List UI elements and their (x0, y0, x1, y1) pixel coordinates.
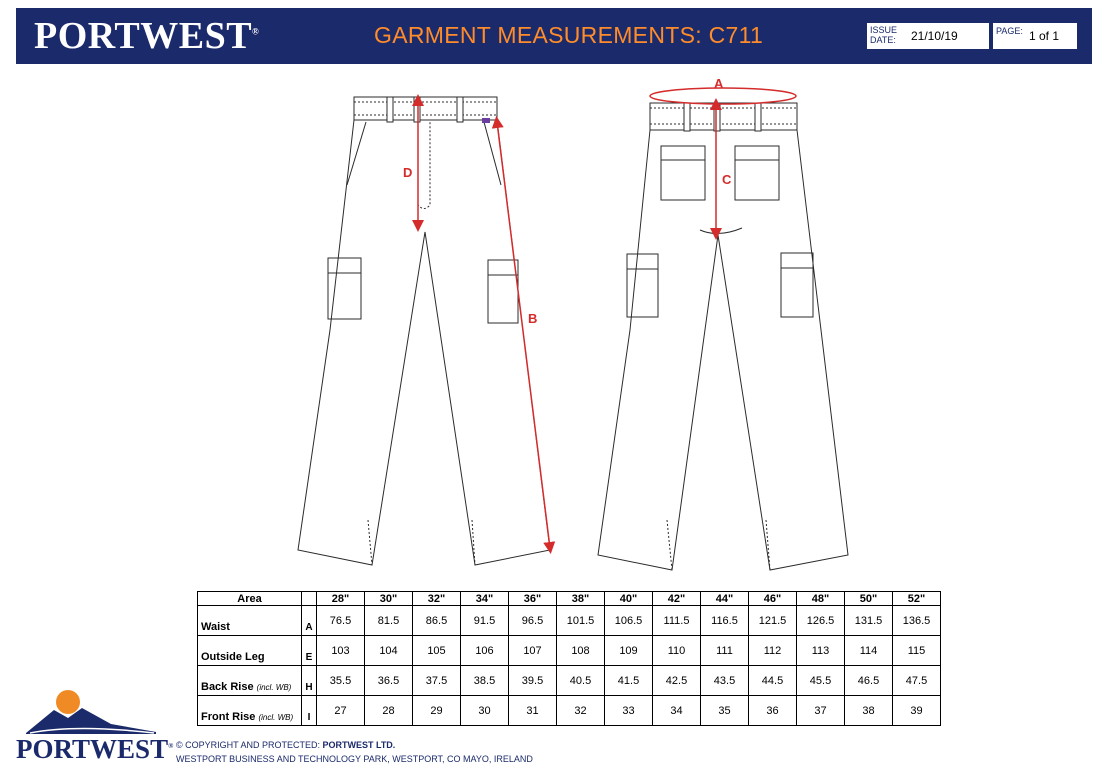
table-cell: 36 (749, 696, 797, 726)
front-waistband (354, 97, 497, 120)
table-cell: 76.5 (317, 606, 365, 636)
table-cell: 33 (605, 696, 653, 726)
area-header: Area (198, 592, 302, 606)
table-cell: 32 (557, 696, 605, 726)
table-cell: 86.5 (413, 606, 461, 636)
table-cell: 31 (509, 696, 557, 726)
measure-c-label: C (722, 172, 732, 187)
front-view (298, 97, 550, 565)
row-note: (incl. WB) (258, 713, 294, 722)
table-cell: 35 (701, 696, 749, 726)
table-row (198, 696, 941, 726)
table-cell: 38.5 (461, 666, 509, 696)
table-cell: 111 (701, 636, 749, 666)
size-header: 34" (461, 592, 509, 606)
size-header: 40" (605, 592, 653, 606)
table-cell: 42.5 (653, 666, 701, 696)
code-header (302, 592, 317, 606)
table-cell: 101.5 (557, 606, 605, 636)
table-cell: 104 (365, 636, 413, 666)
row-label: Front Rise (incl. WB) (198, 696, 302, 726)
issue-date-label: ISSUE DATE: (870, 25, 898, 45)
issue-date-value: 21/10/19 (911, 29, 958, 43)
table-cell: 45.5 (797, 666, 845, 696)
back-belt-loop (684, 103, 690, 131)
table-row (198, 636, 941, 666)
brand-logo: PORTWEST® (34, 15, 260, 57)
copyright-text: © COPYRIGHT AND PROTECTED: PORTWEST LTD. (176, 740, 396, 750)
size-header: 42" (653, 592, 701, 606)
size-header: 38" (557, 592, 605, 606)
back-cargo-right (781, 253, 813, 317)
row-code: I (302, 696, 317, 726)
table-cell: 35.5 (317, 666, 365, 696)
table-cell: 29 (413, 696, 461, 726)
table-cell: 105 (413, 636, 461, 666)
table-cell: 131.5 (845, 606, 893, 636)
row-label: Back Rise (incl. WB) (198, 666, 302, 696)
row-code: A (302, 606, 317, 636)
table-cell: 39 (893, 696, 941, 726)
measure-b-label: B (528, 311, 538, 326)
table-cell: 114 (845, 636, 893, 666)
back-seat-seam (700, 228, 742, 234)
page-label: PAGE: (996, 26, 1023, 36)
table-cell: 47.5 (893, 666, 941, 696)
table-cell: 81.5 (365, 606, 413, 636)
measurement-labels (403, 76, 732, 326)
table-cell: 111.5 (653, 606, 701, 636)
table-cell: 110 (653, 636, 701, 666)
table-cell: 46.5 (845, 666, 893, 696)
back-waistband (650, 103, 797, 130)
front-belt-loop (457, 97, 463, 122)
size-header: 44" (701, 592, 749, 606)
table-cell: 106.5 (605, 606, 653, 636)
table-cell: 91.5 (461, 606, 509, 636)
table-cell: 34 (653, 696, 701, 726)
front-cargo-right (488, 260, 518, 323)
size-header: 28" (317, 592, 365, 606)
table-cell: 108 (557, 636, 605, 666)
row-label: Outside Leg (198, 636, 302, 666)
table-cell: 121.5 (749, 606, 797, 636)
row-note: (incl. WB) (256, 683, 292, 692)
measurement-lines (418, 88, 796, 548)
front-belt-loop (387, 97, 393, 122)
table-cell: 109 (605, 636, 653, 666)
row-code: H (302, 666, 317, 696)
table-cell: 113 (797, 636, 845, 666)
size-table (197, 591, 941, 726)
size-header: 30" (365, 592, 413, 606)
front-belt-loop (414, 97, 420, 122)
table-cell: 103 (317, 636, 365, 666)
table-cell: 136.5 (893, 606, 941, 636)
table-cell: 116.5 (701, 606, 749, 636)
front-cargo-left (328, 258, 361, 319)
table-cell: 39.5 (509, 666, 557, 696)
table-cell: 107 (509, 636, 557, 666)
row-label: Waist (198, 606, 302, 636)
size-header: 46" (749, 592, 797, 606)
front-outline (298, 120, 550, 565)
back-belt-loop (755, 103, 761, 131)
back-pocket-left (661, 146, 705, 200)
size-table-header-row (198, 592, 941, 606)
table-cell: 37 (797, 696, 845, 726)
table-row (198, 666, 941, 696)
row-code: E (302, 636, 317, 666)
measure-a-label: A (714, 76, 724, 91)
table-cell: 36.5 (365, 666, 413, 696)
table-cell: 96.5 (509, 606, 557, 636)
back-pocket-right (735, 146, 779, 200)
footer-brand: PORTWEST® (16, 734, 174, 764)
back-outline (598, 130, 848, 570)
table-cell: 112 (749, 636, 797, 666)
table-cell: 41.5 (605, 666, 653, 696)
table-cell: 27 (317, 696, 365, 726)
table-cell: 38 (845, 696, 893, 726)
front-fly (418, 120, 430, 209)
size-header: 48" (797, 592, 845, 606)
size-header: 32" (413, 592, 461, 606)
table-row (198, 606, 941, 636)
company-address: WESTPORT BUSINESS AND TECHNOLOGY PARK, WESTPORT, CO MAYO, IRELAND (176, 754, 533, 764)
document-title: GARMENT MEASUREMENTS: C711 (374, 22, 764, 48)
table-cell: 30 (461, 696, 509, 726)
measure-d-label: D (403, 165, 413, 180)
measure-b-line (497, 122, 550, 548)
size-header: 36" (509, 592, 557, 606)
table-cell: 40.5 (557, 666, 605, 696)
table-cell: 106 (461, 636, 509, 666)
back-belt-loop (714, 103, 720, 131)
size-header: 52" (893, 592, 941, 606)
table-cell: 44.5 (749, 666, 797, 696)
table-cell: 115 (893, 636, 941, 666)
table-cell: 28 (365, 696, 413, 726)
back-cargo-left (627, 254, 658, 317)
size-header: 50" (845, 592, 893, 606)
table-cell: 43.5 (701, 666, 749, 696)
page-value: 1 of 1 (1029, 29, 1060, 43)
sun-icon (56, 690, 80, 714)
table-cell: 126.5 (797, 606, 845, 636)
table-cell: 37.5 (413, 666, 461, 696)
